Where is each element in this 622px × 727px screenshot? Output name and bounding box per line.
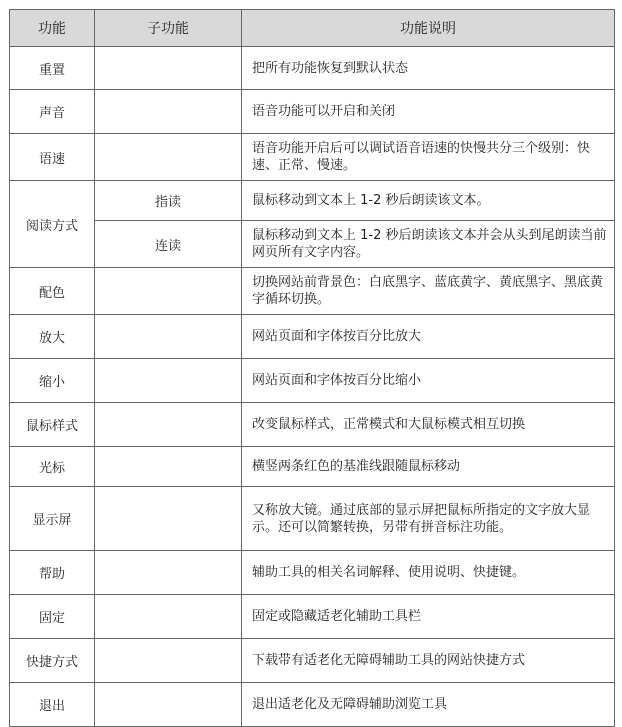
table-row bbox=[10, 268, 615, 315]
description-cell: 把所有功能恢复到默认状态 bbox=[242, 47, 615, 90]
table-row bbox=[10, 403, 615, 447]
description-cell: 鼠标移动到文本上 1-2 秒后朗读该文本。 bbox=[242, 181, 615, 221]
table-row bbox=[10, 487, 615, 551]
description-cell: 横竖两条红色的基准线跟随鼠标移动 bbox=[242, 447, 615, 487]
subfunction-cell bbox=[95, 359, 242, 403]
subfunction-cell bbox=[95, 595, 242, 639]
description-cell: 语音功能开启后可以调试语音语速的快慢共分三个级别：快速、正常、慢速。 bbox=[242, 134, 615, 181]
function-cell: 缩小 bbox=[10, 359, 95, 403]
description-cell: 语音功能可以开启和关闭 bbox=[242, 90, 615, 134]
function-cell: 固定 bbox=[10, 595, 95, 639]
description-cell: 又称放大镜。通过底部的显示屏把鼠标所指定的文字放大显示。还可以简繁转换，另带有拼音标注功能。 bbox=[242, 487, 615, 551]
subfunction-cell bbox=[95, 403, 242, 447]
table-row bbox=[10, 595, 615, 639]
function-cell: 重置 bbox=[10, 47, 95, 90]
description-cell: 下载带有适老化无障碍辅助工具的网站快捷方式 bbox=[242, 639, 615, 683]
description-cell: 网站页面和字体按百分比放大 bbox=[242, 315, 615, 359]
function-cell: 光标 bbox=[10, 447, 95, 487]
table-row bbox=[10, 181, 615, 221]
table-row bbox=[10, 359, 615, 403]
function-cell: 配色 bbox=[10, 268, 95, 315]
table-row bbox=[10, 683, 615, 727]
subfunction-cell bbox=[95, 487, 242, 551]
description-cell: 鼠标移动到文本上 1-2 秒后朗读该文本并会从头到尾朗读当前网页所有文字内容。 bbox=[242, 221, 615, 268]
function-cell: 显示屏 bbox=[10, 487, 95, 551]
description-cell: 固定或隐藏适老化辅助工具栏 bbox=[242, 595, 615, 639]
function-cell: 帮助 bbox=[10, 551, 95, 595]
description-cell: 辅助工具的相关名词解释、使用说明、快捷键。 bbox=[242, 551, 615, 595]
function-cell: 语速 bbox=[10, 134, 95, 181]
subfunction-cell bbox=[95, 551, 242, 595]
subfunction-cell bbox=[95, 47, 242, 90]
table-row bbox=[10, 90, 615, 134]
table-header-row bbox=[10, 10, 615, 47]
table-row bbox=[10, 639, 615, 683]
header-subfunction: 子功能 bbox=[95, 10, 242, 47]
header-function: 功能 bbox=[10, 10, 95, 47]
subfunction-cell: 连读 bbox=[95, 221, 242, 268]
function-table bbox=[9, 9, 615, 727]
function-cell: 退出 bbox=[10, 683, 95, 727]
subfunction-cell bbox=[95, 268, 242, 315]
description-cell: 退出适老化及无障碍辅助浏览工具 bbox=[242, 683, 615, 727]
subfunction-cell bbox=[95, 134, 242, 181]
subfunction-cell bbox=[95, 447, 242, 487]
description-cell: 切换网站前背景色：白底黑字、蓝底黄字、黄底黑字、黑底黄字循环切换。 bbox=[242, 268, 615, 315]
table-row bbox=[10, 315, 615, 359]
subfunction-cell bbox=[95, 683, 242, 727]
table-row bbox=[10, 221, 615, 268]
description-cell: 改变鼠标样式，正常模式和大鼠标模式相互切换 bbox=[242, 403, 615, 447]
description-cell: 网站页面和字体按百分比缩小 bbox=[242, 359, 615, 403]
function-cell: 阅读方式 bbox=[10, 181, 95, 268]
function-cell: 声音 bbox=[10, 90, 95, 134]
table-row bbox=[10, 47, 615, 90]
function-cell: 鼠标样式 bbox=[10, 403, 95, 447]
subfunction-cell bbox=[95, 315, 242, 359]
subfunction-cell bbox=[95, 90, 242, 134]
table-row bbox=[10, 447, 615, 487]
function-cell: 快捷方式 bbox=[10, 639, 95, 683]
header-description: 功能说明 bbox=[242, 10, 615, 47]
subfunction-cell bbox=[95, 639, 242, 683]
table-row bbox=[10, 551, 615, 595]
table-row bbox=[10, 134, 615, 181]
function-cell: 放大 bbox=[10, 315, 95, 359]
subfunction-cell: 指读 bbox=[95, 181, 242, 221]
